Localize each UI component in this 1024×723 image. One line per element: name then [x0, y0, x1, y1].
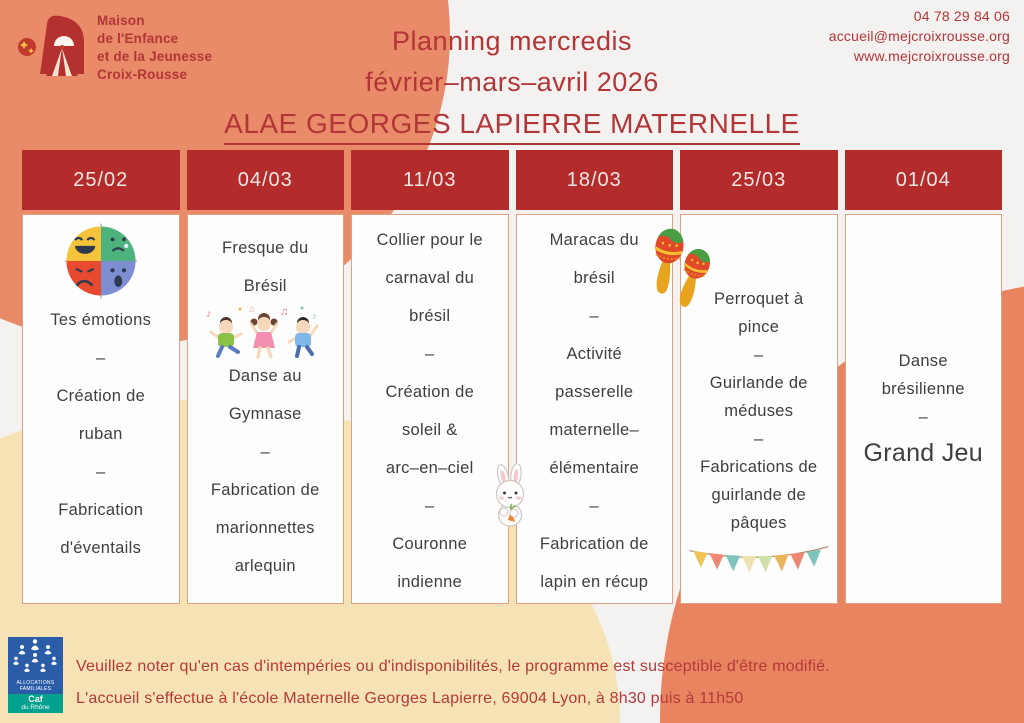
bunting-garland-icon [686, 541, 832, 581]
org-name-line: et de la Jeunesse [97, 49, 213, 64]
activity-line: Fabrication [58, 501, 144, 519]
activity-lines [188, 229, 344, 305]
activity-line: Fresque du [222, 239, 309, 257]
schedule-column [351, 150, 509, 604]
activity-line: Tes émotions [50, 311, 152, 329]
activity-line: – [96, 349, 106, 367]
activity-line: guirlande de [711, 486, 806, 504]
schedule-board [22, 150, 1002, 604]
schedule-column [187, 150, 345, 604]
activity-line: arlequin [234, 557, 296, 575]
caf-familiales-label: FAMILIALES [19, 686, 52, 692]
activity-line: Couronne [392, 535, 468, 553]
activity-line: Fabrications de [700, 458, 818, 476]
activity-line: Danse [898, 352, 948, 370]
activity-line: Danse au [228, 367, 302, 385]
caf-logo-bottom [8, 694, 63, 713]
footer-notes [76, 651, 830, 715]
page-subtitle: février–mars–avril 2026 [365, 67, 659, 97]
highlight-activity: Grand Jeu [863, 439, 983, 467]
activity-line: soleil & [401, 421, 458, 439]
activities-card [845, 214, 1003, 604]
activity-line: – [425, 497, 435, 515]
activity-lines [23, 301, 179, 567]
activity-line: Guirlande de [709, 374, 808, 392]
schedule-column [22, 150, 180, 604]
activity-line: – [754, 430, 764, 448]
activities-card [351, 214, 509, 604]
easter-bunny-icon [486, 464, 534, 528]
activity-line: Fabrication de [539, 535, 649, 553]
activity-line: lapin en récup [540, 573, 649, 591]
schedule-column [845, 150, 1003, 604]
contact-block [829, 6, 1010, 66]
activity-lines [188, 357, 344, 585]
activity-line: Gymnase [228, 405, 302, 423]
activity-line: marionnettes [215, 519, 315, 537]
activity-line: Brésil [243, 277, 287, 295]
schedule-column [516, 150, 674, 604]
activity-line: indienne [397, 573, 463, 591]
activity-line: – [754, 346, 764, 364]
caf-allocations-label: ALLOCATIONS [16, 680, 55, 686]
svg-text:♫: ♫ [280, 306, 289, 318]
maracas-icon [644, 226, 722, 312]
caf-logo-top [8, 637, 63, 694]
dancing-kids-icon [204, 303, 326, 361]
date-header: 11/03 [351, 150, 509, 210]
phone-number: 04 78 29 84 06 [913, 8, 1010, 24]
activity-line: Fabrication de [210, 481, 320, 499]
weather-note: Veuillez noter qu'en cas d'intempéries ou d'indisponibilités, le programme est susceptible d'être modifié. [76, 658, 830, 675]
activity-line: – [589, 497, 599, 515]
activity-lines [352, 221, 508, 601]
org-name-line: Croix-Rousse [97, 67, 188, 82]
org-name-line: de l'Enfance [97, 31, 179, 46]
svg-text:♪: ♪ [312, 311, 318, 321]
activity-line: élémentaire [549, 459, 639, 477]
website-url: www.mejcroixrousse.org [853, 48, 1010, 64]
activities-card [187, 214, 345, 604]
date-header: 25/02 [22, 150, 180, 210]
activity-line: d'éventails [60, 539, 142, 557]
activity-line: Collier pour le [376, 231, 483, 249]
activity-line: pâques [730, 514, 787, 532]
activity-line: – [425, 345, 435, 363]
activity-line: – [260, 443, 270, 461]
activity-line: – [589, 307, 599, 325]
activity-line: Création de [56, 387, 146, 405]
activities-card [22, 214, 180, 604]
activity-line: brésil [409, 307, 451, 325]
activity-line: méduses [724, 402, 794, 420]
activity-line: Maracas du [549, 231, 639, 249]
activity-line: pince [738, 318, 780, 336]
activity-line: Création de [385, 383, 475, 401]
caf-name-label: Caf [28, 694, 43, 704]
activity-line: arc–en–ciel [385, 459, 474, 477]
school-name: ALAE GEORGES LAPIERRE MATERNELLE [224, 108, 800, 145]
caf-family-icon [8, 637, 63, 681]
svg-text:♫: ♫ [248, 304, 256, 314]
activity-line: maternelle– [549, 421, 639, 439]
reception-note: L'accueil s'effectue à l'école Maternelle Georges Lapierre, 69004 Lyon, à 8h30 puis à 11h50 [76, 690, 744, 707]
activity-line: – [918, 408, 928, 426]
activity-line: – [96, 463, 106, 481]
date-header: 01/04 [845, 150, 1003, 210]
activity-lines [681, 285, 837, 537]
page-title: Planning mercredis [391, 26, 633, 56]
caf-logo-text [8, 680, 63, 692]
activity-line: brésilienne [881, 380, 965, 398]
activity-line: ruban [78, 425, 123, 443]
activity-line: carnaval du [385, 269, 475, 287]
activity-line: Perroquet à [713, 290, 804, 308]
svg-text:♪: ♪ [206, 308, 213, 320]
org-name-line: Maison [97, 13, 145, 28]
activity-line: Activité [566, 345, 623, 363]
schedule-column [680, 150, 838, 604]
caf-logo [8, 637, 63, 713]
emotions-wheel-icon [65, 223, 137, 299]
date-header: 25/03 [680, 150, 838, 210]
activity-line: passerelle [555, 383, 634, 401]
date-header: 18/03 [516, 150, 674, 210]
activity-lines [846, 347, 1002, 431]
activity-line: brésil [573, 269, 615, 287]
email-address: accueil@mejcroixrousse.org [828, 28, 1010, 44]
date-header: 04/03 [187, 150, 345, 210]
caf-region-label: du Rhône [21, 704, 50, 711]
